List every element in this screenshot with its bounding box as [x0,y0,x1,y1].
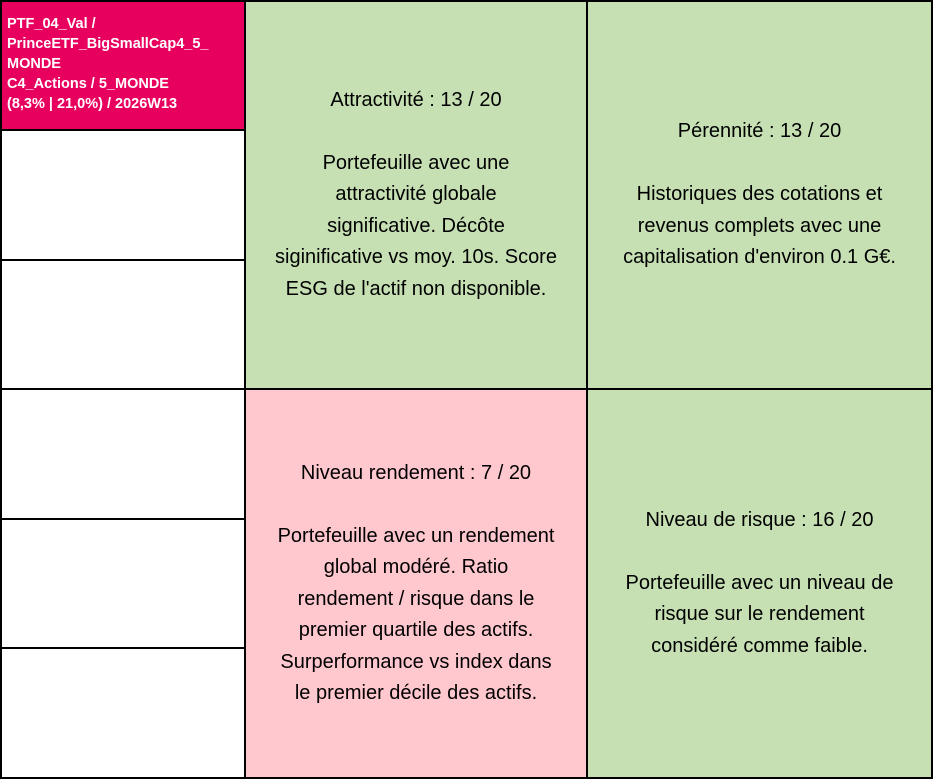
portfolio-header-cell [0,0,246,131]
attractivite-text-line: significative. Décôte [327,214,505,237]
portfolio-header-line: PTF_04_Val / [7,16,96,32]
rendement-text-line: le premier décile des actifs. [294,682,538,704]
perennite-text-line: Historiques des cotations et [636,183,883,206]
blank-cell [0,129,246,261]
rendement-panel [244,388,588,779]
attractivite-text-line: Portefeuille avec une [322,151,510,174]
risque-text-line: Portefeuille avec un niveau de [625,571,894,594]
attractivite-text-line: attractivité globale [335,183,497,206]
perennite-title: Pérennité : 13 / 20 [677,120,842,143]
perennite-text-line: capitalisation d'environ 0.1 G€. [623,246,896,269]
attractivite-text-line: siginificative vs moy. 10s. Score [275,246,557,269]
blank-cell [0,388,246,520]
rendement-text-line: Portefeuille avec un rendement [277,524,555,547]
blank-cell [0,647,246,779]
perennite-text-line: revenus complets avec une [637,214,882,237]
attractivite-text-line: ESG de l'actif non disponible. [285,277,547,300]
risque-text-line: considéré comme faible. [651,634,868,657]
risque-title: Niveau de risque : 16 / 20 [645,508,874,531]
risque-text-line: risque sur le rendement [654,603,865,626]
attractivite-title: Attractivité : 13 / 20 [330,88,502,111]
rendement-text-line: rendement / risque dans le [297,587,535,610]
blank-cell [0,259,246,390]
rendement-title: Niveau rendement : 7 / 20 [300,461,532,484]
rendement-text-line: global modéré. Ratio [323,556,509,578]
portfolio-header-line: C4_Actions / 5_MONDE [7,76,169,92]
portfolio-header-line: (8,3% | 21,0%) / 2026W13 [7,96,178,112]
risque-panel [586,388,933,779]
perennite-panel [586,0,933,390]
attractivite-panel [244,0,588,390]
rendement-text-line: Surperformance vs index dans [280,650,552,673]
rendement-text-line: premier quartile des actifs. [298,619,534,641]
portfolio-header-line: PrinceETF_BigSmallCap4_5_ [7,36,209,52]
portfolio-header-line: MONDE [7,56,61,72]
blank-cell [0,518,246,649]
